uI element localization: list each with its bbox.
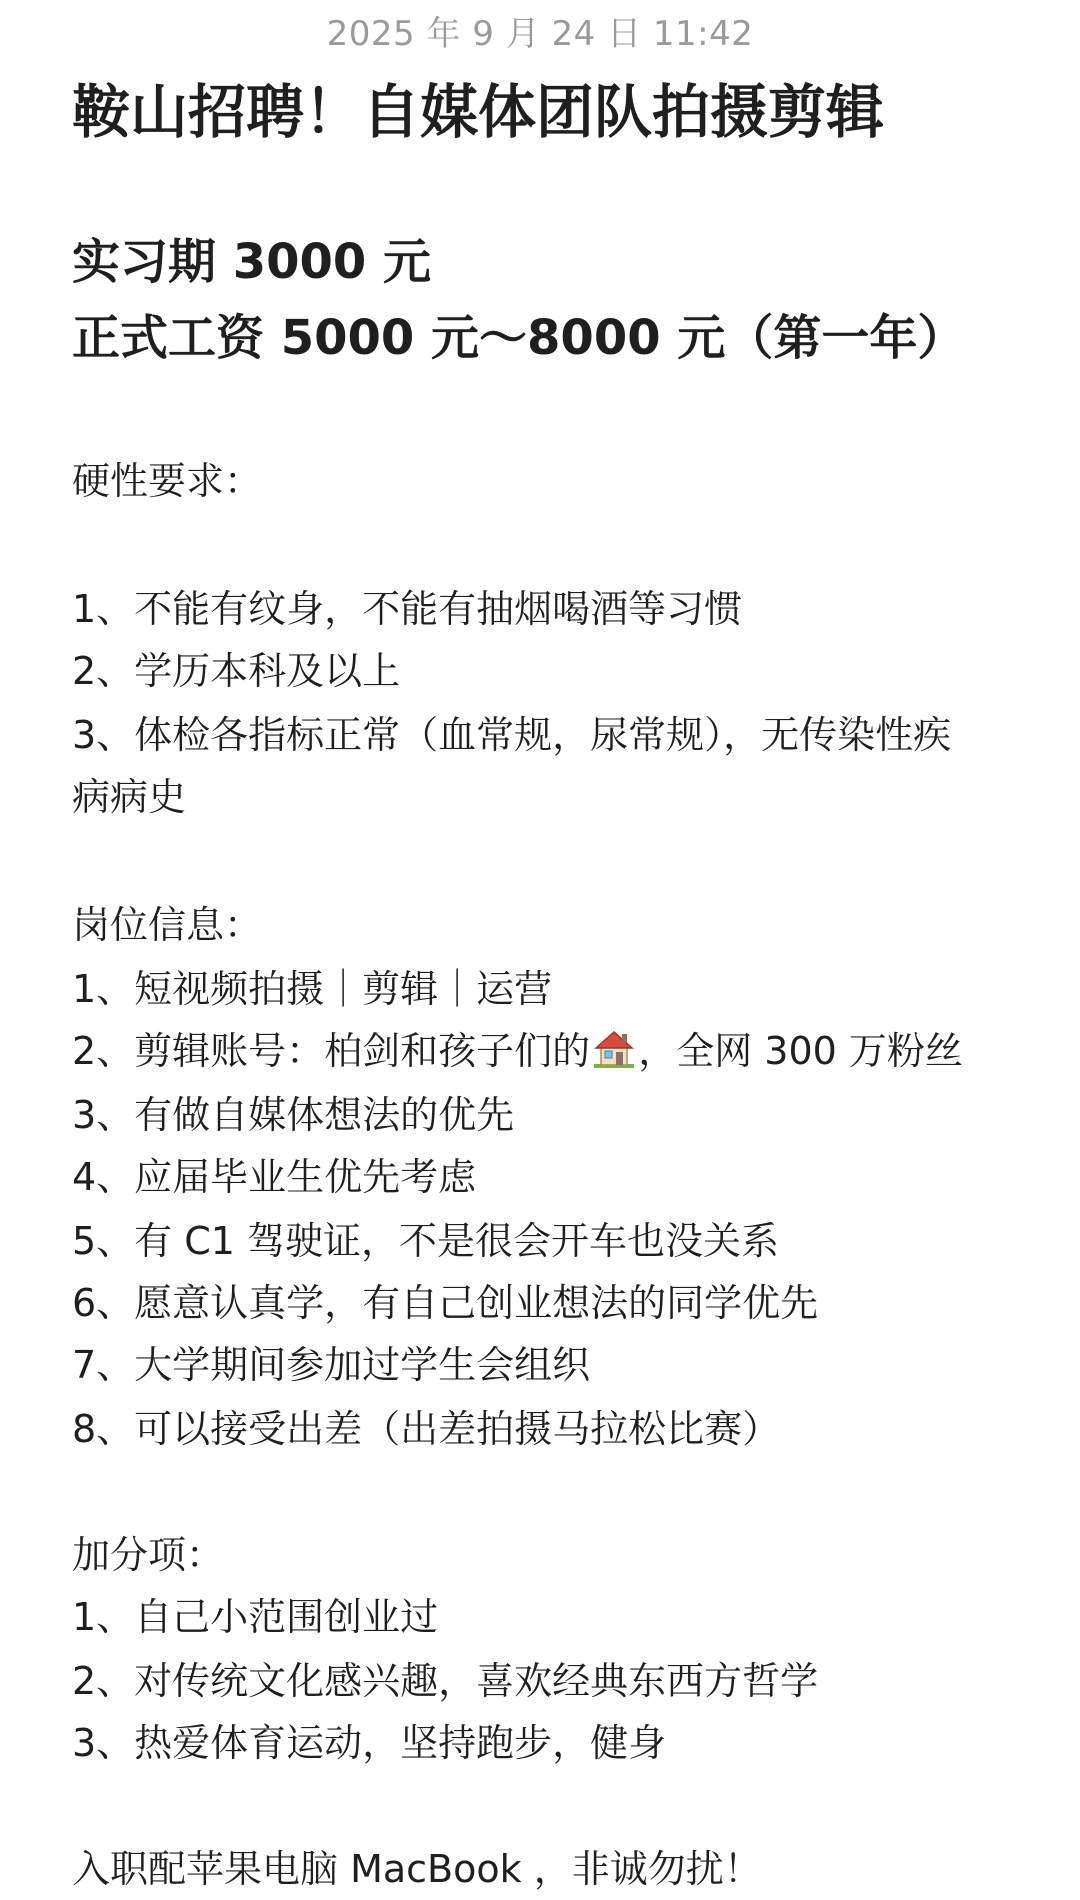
- bonus-item: 2、对传统文化感兴趣，喜欢经典东西方哲学: [72, 1659, 819, 1703]
- position-item: 3、有做自媒体想法的优先: [72, 1093, 515, 1137]
- position-item: 6、愿意认真学，有自己创业想法的同学优先: [72, 1281, 819, 1325]
- requirement-item: 1、不能有纹身，不能有抽烟喝酒等习惯: [72, 587, 743, 631]
- position-item: 4、应届毕业生优先考虑: [72, 1155, 477, 1199]
- requirement-item: 2、学历本科及以上: [72, 649, 401, 693]
- position-item: 5、有 C1 驾驶证，不是很会开车也没关系: [72, 1219, 780, 1263]
- salary-formal: 正式工资 5000 元～8000 元（第一年）: [72, 310, 966, 366]
- bonus-item: 3、热爱体育运动，坚持跑步，健身: [72, 1721, 667, 1765]
- position-item: 8、可以接受出差（出差拍摄马拉松比赛）: [72, 1407, 781, 1451]
- note-date: 2025 年 9 月 24 日 11:42: [326, 14, 754, 54]
- salary-intern: 实习期 3000 元: [72, 234, 432, 290]
- requirement-item: 3、体检各指标正常（血常规，尿常规），无传染性疾: [72, 713, 952, 757]
- position-item: 1、短视频拍摄｜剪辑｜运营: [72, 967, 553, 1011]
- requirements-heading: 硬性要求：: [72, 459, 263, 503]
- position-heading: 岗位信息：: [72, 903, 263, 947]
- footer-note: 入职配苹果电脑 MacBook ，非诚勿扰！: [72, 1847, 762, 1891]
- house-icon: [592, 1026, 636, 1070]
- bonus-item: 1、自己小范围创业过: [72, 1595, 439, 1639]
- bonus-heading: 加分项：: [72, 1533, 225, 1577]
- position-item-text: ，全网 300 万粉丝: [638, 1029, 963, 1073]
- requirement-item: 病病史: [72, 775, 187, 819]
- position-item-account: [72, 1026, 963, 1076]
- page-title: 鞍山招聘！自媒体团队拍摄剪辑: [72, 78, 885, 146]
- position-item-text: 2、剪辑账号：柏剑和孩子们的: [72, 1029, 591, 1073]
- position-item: 7、大学期间参加过学生会组织: [72, 1343, 591, 1387]
